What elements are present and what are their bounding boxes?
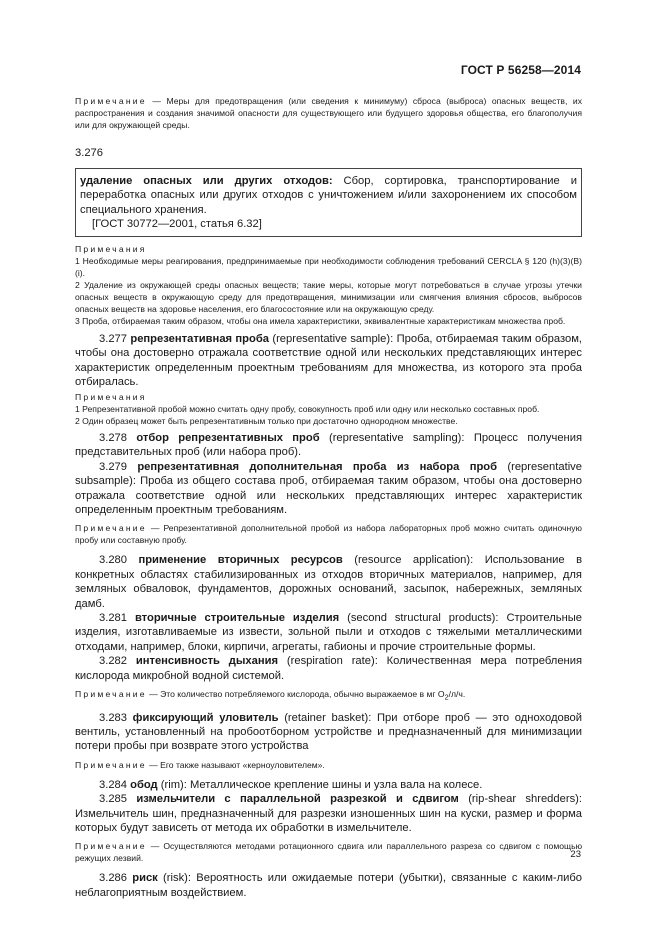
- note-3282: [75, 689, 582, 705]
- term-3281: вторичные строительные изделия: [134, 611, 340, 624]
- definition-3278: Процесс получения представительных проб (или набора проб).: [75, 432, 583, 459]
- page-content: [75, 96, 582, 900]
- notes-3276: [75, 244, 582, 327]
- term-3278: отбор репрезентативных проб: [136, 432, 320, 445]
- english-3278: (representative sampling):: [328, 432, 465, 445]
- term-3276: удаление опасных или других отходов:: [80, 174, 333, 187]
- term-number-3276: 3.276: [75, 146, 103, 159]
- term-number: 3.283: [99, 711, 127, 724]
- note-3276-3: 3 Проба, отбираемая таким образом, чтобы она имела характеристики, эквивалентные характеристикам множества проб.: [75, 315, 566, 326]
- notes-label-3277: Примечания: [75, 392, 147, 403]
- note-3276-1: 1 Необходимые меры реагирования, предпринимаемые при необходимости соблюдения требований CERCLA § 120 (h)(3)(B)(i).: [75, 256, 582, 279]
- entry-3277: [75, 332, 582, 390]
- term-number: 3.279: [99, 460, 127, 473]
- note-3285: [75, 841, 582, 865]
- notes-label-3276: Примечания: [75, 244, 147, 255]
- entry-3284: [75, 778, 582, 792]
- entry-3283: [75, 711, 582, 754]
- entry-3279: [75, 460, 582, 518]
- term-number: 3.281: [99, 611, 127, 624]
- term-3279: репрезентативная дополнительная проба из набора проб: [137, 460, 498, 473]
- definition-3284: Металлическое крепление шины и узла вала на колесе.: [189, 778, 483, 791]
- term-number: 3.277: [99, 332, 127, 345]
- note-subscript: 2: [444, 693, 449, 702]
- english-3281: (second structural products):: [347, 611, 499, 624]
- note-label: Примечание: [75, 688, 147, 699]
- term-3284: обод: [130, 778, 158, 791]
- note-label: Примечание: [75, 759, 147, 770]
- definition-3286: Вероятность или ожидаемые потери (убытки), связанные с каким-либо неблагоприятным воздействием.: [75, 872, 583, 899]
- term-number: 3.285: [99, 793, 127, 806]
- entry-3278: [75, 431, 582, 460]
- term-3285: измельчители с параллельной разрезкой и сдвигом: [136, 793, 459, 806]
- term-number: 3.278: [99, 432, 127, 445]
- definition-3277: Проба, отбираемая таким образом, чтобы она достоверно отражала соответствие одной или нескольких представляющих интерес характеристик определенным проектным требованиям для множества, из которого эта проба отбиралась.: [75, 332, 583, 388]
- english-3286: (risk):: [163, 872, 192, 885]
- note-text-before: — Это количество потребляемого кислорода, обычно выражаемое в мг O: [149, 688, 445, 699]
- source-3276: [ГОСТ 30772—2001, статья 6.32]: [92, 217, 262, 230]
- definition-3282: Количественная мера потребления кислорода микробной водной системой.: [75, 655, 583, 682]
- term-3280: применение вторичных ресурсов: [138, 554, 343, 567]
- standard-id: ГОСТ Р 56258—2014: [460, 63, 581, 77]
- english-3277: (representative sample):: [272, 332, 394, 345]
- entry-3281: [75, 611, 582, 654]
- note-text: — Репрезентативной дополнительной пробой из набора лабораторных проб можно считать одиночную пробу или составную пробу.: [75, 523, 583, 546]
- term-3277: репрезентативная проба: [130, 332, 269, 345]
- english-3285: (rip-shear shredders):: [468, 793, 582, 806]
- entry-3286: [75, 871, 582, 900]
- definition-3283: При отборе проб — это одноходовой вентиль, установленный на пробоотборном устройстве и предназначенный для минимизации потери пробы при возврате этого устройства: [75, 711, 583, 753]
- note-3279: [75, 523, 582, 547]
- note-text: — Его также называют «керноуловителем».: [149, 759, 325, 770]
- term-3282: интенсивность дыхания: [135, 655, 279, 668]
- note-label: Примечание: [75, 96, 147, 106]
- note-label: Примечание: [75, 841, 147, 852]
- english-3283: (retainer basket):: [284, 711, 372, 724]
- term-number: 3.286: [99, 872, 127, 885]
- note-3276-2: 2 Удаление из окружающей среды опасных веществ; такие меры, которые могут потребоваться в случае угрозы утечки опасных веществ в окружающую среду для предотвращения, минимизации или смягчения влияния сбросов, выбросов опасных веществ на здоровье населения, его благосостояние или на окружающую среду.: [75, 280, 582, 314]
- english-3282: (respiration rate):: [286, 655, 378, 668]
- top-note: [75, 96, 582, 132]
- definition-3285: Измельчитель шин, предназначенный для разрезки изношенных шин на куски, размер и форма которых будут зависеть от метода их обработки в измельчителе.: [75, 807, 582, 834]
- note-text: — Осуществляются методами ротационного сдвига или параллельного разреза со сдвигом с помощью режущих лезвий.: [75, 841, 583, 864]
- page-number: 23: [570, 849, 581, 860]
- term-3283: фиксирующий уловитель: [132, 711, 279, 724]
- english-3284: (rim):: [160, 778, 187, 791]
- term-number: 3.282: [99, 655, 127, 668]
- term-number: 3.284: [99, 778, 127, 791]
- note-3283: [75, 760, 582, 772]
- term-number: 3.280: [99, 554, 127, 567]
- definition-3276: Сбор, сортировка, транспортирование и переработка опасных или других отходов с уничтожением и/или захоронением их способом специального хранения.: [80, 174, 577, 216]
- term-3286: риск: [132, 872, 158, 885]
- note-label: Примечание: [75, 523, 147, 534]
- entry-3282: [75, 654, 582, 683]
- definition-3281: Строительные изделия, изготавливаемые из извести, зольной пыли и отходов с тяжелыми металлическими отходами, например, блоки, кирпичи, агрегаты, габионы и прочие строительные формы.: [75, 611, 583, 653]
- entry-3285: [75, 792, 582, 835]
- term-box-3276: [75, 168, 582, 238]
- definition-3280: Использование в конкретных областях стабилизированных из отходов вторичных материалов, например, для земляных обваловок, фундаментов, дорожных оснований, засыпок, набережных, земляных дамб.: [75, 554, 583, 610]
- note-text-after: /л/ч.: [448, 688, 466, 699]
- definition-3279: Проба из общего состава проб, отбираемая таким образом, чтобы она достоверно отражала соответствие одной или нескольких представляющих интерес характеристик определенным проектным требованиям.: [75, 475, 583, 517]
- english-3280: (resource application):: [354, 554, 474, 567]
- note-text: — Меры для предотвращения (или сведения к минимуму) сброса (выброса) опасных веществ, их распространения и создания значимой опасности для существующего или будущего здоровья общества, его благополучия или для окружающей среды.: [75, 96, 582, 130]
- english-3279: (representative subsample):: [75, 460, 582, 488]
- note-3277-1: 1 Репрезентативной пробой можно считать одну пробу, совокупность проб или одну или несколько составных проб.: [75, 404, 540, 415]
- note-3277-2: 2 Один образец может быть репрезентативным только при достаточно однородном множестве.: [75, 416, 458, 427]
- notes-3277: [75, 392, 582, 428]
- entry-3280: [75, 553, 582, 611]
